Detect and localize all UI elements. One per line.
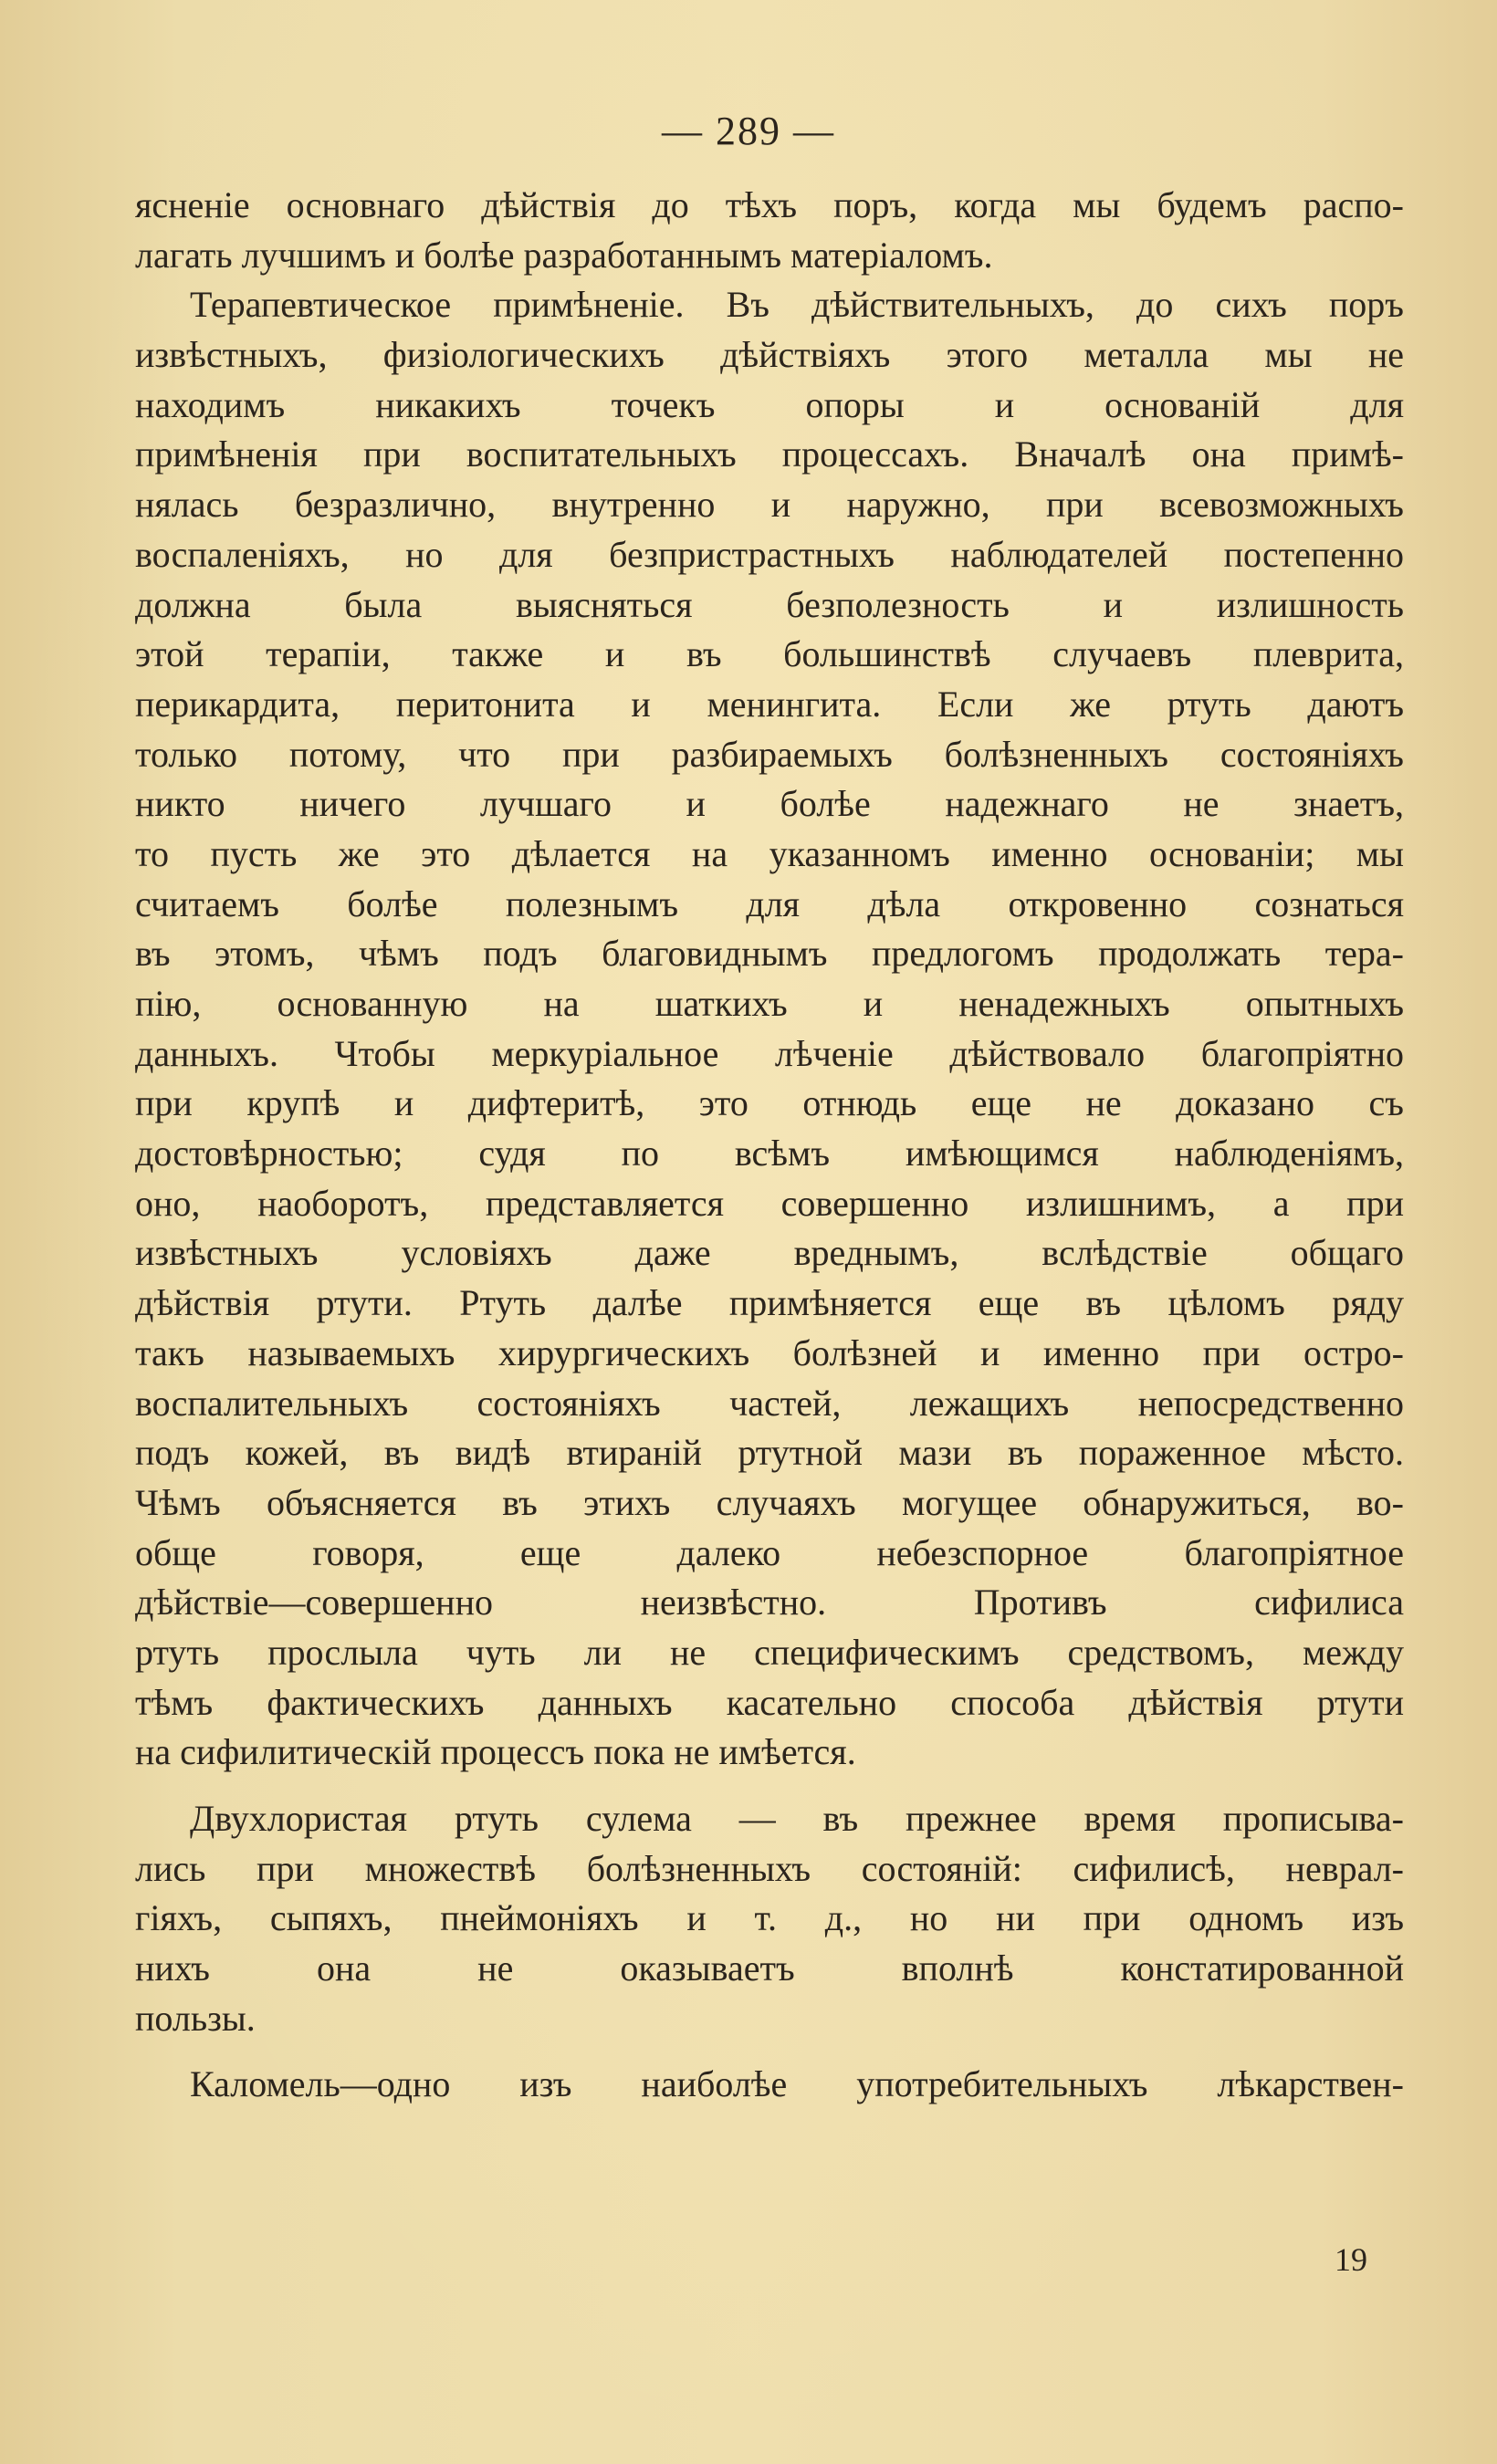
text-line: пользы. — [135, 1997, 256, 2039]
text-line: тѣмъ фактическихъ данныхъ касательно способа дѣйствія ртути — [135, 1681, 1404, 1723]
text-line: воспалительныхъ состояніяхъ частей, лежащихъ непосредственно — [135, 1382, 1404, 1424]
text-line: примѣненія при воспитательныхъ процессахъ. Вначалѣ она примѣ- — [135, 433, 1404, 475]
paragraph-gap — [135, 1778, 1404, 1794]
text-line: находимъ никакихъ точекъ опоры и основаній для — [135, 383, 1404, 425]
paragraph-heading-line: Двухлористая ртуть сулема — въ прежнее время прописыва- — [190, 1798, 1404, 1839]
page-number: — 289 — — [662, 109, 835, 153]
text-line: оно, наоборотъ, представляется совершенно излишнимъ, а при — [135, 1182, 1404, 1224]
text-line: никто ничего лучшаго и болѣе надежнаго не знаетъ, — [135, 783, 1404, 825]
paragraph-gap — [135, 2043, 1404, 2060]
text-line: должна была выясняться безполезность и излишность — [135, 583, 1404, 625]
paragraph-heading-line: Терапевтическое примѣненіе. Въ дѣйствительныхъ, до сихъ поръ — [190, 284, 1404, 326]
text-line: перикардита, перитонита и менингита. Если же ртуть даютъ — [135, 683, 1404, 725]
text-line: извѣстныхъ условіяхъ даже вреднымъ, вслѣдствіе общаго — [135, 1232, 1404, 1274]
text-line: Чѣмъ объясняется въ этихъ случаяхъ могущее обнаружиться, во- — [135, 1481, 1404, 1523]
text-line: воспаленіяхъ, но для безпристрастныхъ наблюдателей постепенно — [135, 533, 1404, 575]
text-line: считаемъ болѣе полезнымъ для дѣла откровенно сознаться — [135, 882, 1404, 924]
text-line: то пусть же это дѣлается на указанномъ именно основаніи; мы — [135, 832, 1404, 874]
text-line: обще говоря, еще далеко небезспорное благопріятное — [135, 1531, 1404, 1573]
text-line: дѣйствія ртути. Ртуть далѣе примѣняется еще въ цѣломъ ряду — [135, 1282, 1404, 1324]
text-line: ртуть прослыла чуть ли не специфическимъ средствомъ, между — [135, 1631, 1404, 1673]
text-line: извѣстныхъ, физіологическихъ дѣйствіяхъ этого металла мы не — [135, 334, 1404, 376]
text-line: въ этомъ, чѣмъ подъ благовиднымъ предлогомъ продолжать тера- — [135, 933, 1404, 975]
text-line: лагать лучшимъ и болѣе разработаннымъ матеріаломъ. — [135, 234, 993, 276]
text-line: только потому, что при разбираемыхъ болѣзненныхъ состояніяхъ — [135, 733, 1404, 775]
text-line: нихъ она не оказываетъ вполнѣ констатированной — [135, 1947, 1404, 1989]
text-line: гіяхъ, сыпяхъ, пнеймоніяхъ и т. д., но ни при одномъ изъ — [135, 1897, 1404, 1939]
text-line: нялась безразлично, внутренно и наружно, при всевозможныхъ — [135, 484, 1404, 526]
text-line: дѣйствіе—совершенно неизвѣстно. Противъ сифилиса — [135, 1582, 1404, 1624]
paragraph-heading-line: Каломель—одно изъ наиболѣе употребительныхъ лѣкарствен- — [190, 2063, 1404, 2105]
signature-mark: 19 — [1335, 2241, 1367, 2278]
body-text — [135, 181, 1404, 2110]
text-line: пію, основанную на шаткихъ и ненадежныхъ опытныхъ — [135, 983, 1404, 1024]
text-line: на сифилитическій процессъ пока не имѣется. — [135, 1731, 856, 1773]
text-line: достовѣрностью; судя по всѣмъ имѣющимся наблюденіямъ, — [135, 1133, 1404, 1175]
text-line: данныхъ. Чтобы меркуріальное лѣченіе дѣйствовало благопріятно — [135, 1032, 1404, 1074]
text-line: этой терапіи, также и въ большинствѣ случаевъ плеврита, — [135, 633, 1404, 675]
text-line: подъ кожей, въ видѣ втираній ртутной мази въ пораженное мѣсто. — [135, 1432, 1404, 1474]
text-line: такъ называемыхъ хирургическихъ болѣзней и именно при остро- — [135, 1331, 1404, 1373]
text-line: лись при множествѣ болѣзненныхъ состояній: сифилисѣ, неврал- — [135, 1847, 1404, 1889]
text-line: ясненіе основнаго дѣйствія до тѣхъ поръ, когда мы будемъ распо- — [135, 184, 1404, 225]
text-line: при крупѣ и дифтеритѣ, это отнюдь еще не доказано съ — [135, 1082, 1404, 1124]
